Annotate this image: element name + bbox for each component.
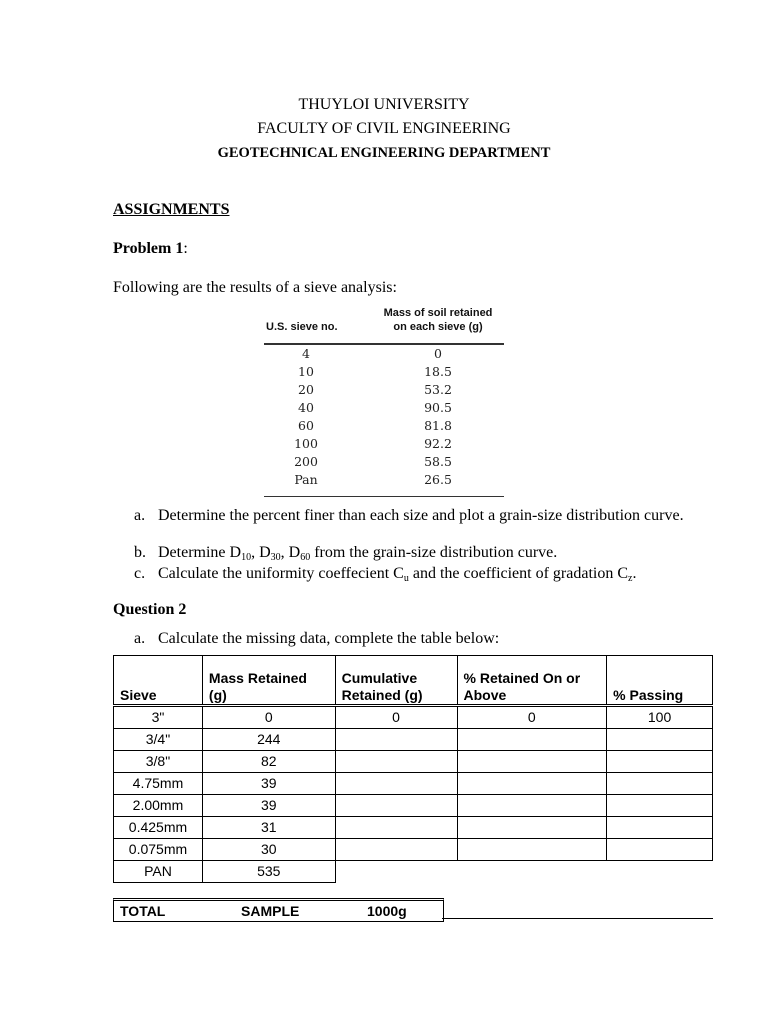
sieve-no: 200 <box>294 454 318 469</box>
cell-sieve: 0.075mm <box>114 839 203 861</box>
sieve-row <box>262 472 506 490</box>
cell-cumulative[interactable] <box>335 817 457 839</box>
cell-empty <box>335 861 457 883</box>
sieve-mass: 53.2 <box>424 382 452 397</box>
table-row <box>114 773 713 795</box>
cell-cumulative[interactable] <box>335 751 457 773</box>
cell-passing[interactable]: 100 <box>607 706 713 729</box>
col-header-cumulative: Cumulative Retained (g) <box>335 656 457 706</box>
cell-retained-pct[interactable] <box>457 795 607 817</box>
subscript: 10 <box>241 552 252 563</box>
cell-mass: 30 <box>202 839 335 861</box>
cell-passing[interactable] <box>607 773 713 795</box>
problem1-heading <box>113 240 188 258</box>
total-sample-row <box>113 898 444 922</box>
item-marker: a. <box>134 630 146 647</box>
cell-mass: 244 <box>202 729 335 751</box>
table-row <box>114 861 713 883</box>
cell-passing[interactable] <box>607 795 713 817</box>
cell-mass: 39 <box>202 773 335 795</box>
cell-mass: 535 <box>202 861 335 883</box>
sieve-row <box>262 364 506 382</box>
item-text: Determine D <box>158 544 242 561</box>
item-text: . <box>632 565 637 582</box>
item-marker: c. <box>134 565 146 582</box>
sieve-no: 60 <box>298 418 314 433</box>
cell-sieve: 0.425mm <box>114 817 203 839</box>
cell-retained-pct[interactable]: 0 <box>457 706 607 729</box>
sieve-mass: 26.5 <box>424 472 452 487</box>
table-row <box>114 706 713 729</box>
question2-table <box>113 655 713 883</box>
table-header-row <box>114 656 713 706</box>
subscript: 60 <box>300 552 311 563</box>
subscript: 30 <box>270 552 281 563</box>
col-header-passing: % Passing <box>607 656 713 706</box>
question2-item-a <box>134 629 499 649</box>
sieve-row <box>262 346 506 364</box>
subscript: u <box>403 573 409 584</box>
problem1-colon: : <box>183 240 188 257</box>
sieve-no-header: U.S. sieve no. <box>266 321 338 333</box>
item-text: and the coefficient of gradation C <box>408 565 629 582</box>
department-name: GEOTECHNICAL ENGINEERING DEPARTMENT <box>217 145 551 161</box>
problem1-item-a <box>134 506 684 546</box>
problem1-item-b <box>134 543 557 563</box>
cell-retained-pct[interactable] <box>457 839 607 861</box>
assignments-title: ASSIGNMENTS <box>113 201 230 218</box>
sample-value: 1000g <box>367 903 407 919</box>
sieve-row <box>262 400 506 418</box>
total-label: TOTAL <box>120 903 166 919</box>
col-header-sieve: Sieve <box>114 656 203 706</box>
mass-header-line1: Mass of soil retained <box>383 307 493 319</box>
item-text: from the grain-size distribution curve. <box>310 544 558 561</box>
problem1-title: Problem 1 <box>113 240 184 257</box>
table-row <box>114 729 713 751</box>
col-header-mass-retained: Mass Retained (g) <box>202 656 335 706</box>
cell-passing[interactable] <box>607 751 713 773</box>
problem1-item-c <box>134 564 636 584</box>
cell-cumulative[interactable] <box>335 729 457 751</box>
item-marker: a. <box>134 507 146 524</box>
item-marker: b. <box>134 544 146 561</box>
sieve-no: 20 <box>298 382 314 397</box>
cell-retained-pct[interactable] <box>457 751 607 773</box>
problem1-intro: Following are the results of a sieve analysis: <box>113 279 397 296</box>
cell-passing[interactable] <box>607 729 713 751</box>
item-text: , D <box>280 544 301 561</box>
cell-cumulative[interactable] <box>335 839 457 861</box>
cell-sieve: PAN <box>114 861 203 883</box>
question2-title: Question 2 <box>113 601 187 618</box>
total-underline <box>442 918 713 919</box>
sample-label: SAMPLE <box>241 903 300 919</box>
item-text: Determine the percent finer than each size and plot a grain-size distribution curve. <box>158 507 684 524</box>
sieve-row <box>262 382 506 400</box>
cell-sieve: 2.00mm <box>114 795 203 817</box>
footer-rule <box>264 496 504 497</box>
cell-mass: 39 <box>202 795 335 817</box>
cell-mass: 82 <box>202 751 335 773</box>
cell-retained-pct[interactable] <box>457 773 607 795</box>
sieve-mass: 18.5 <box>424 364 452 379</box>
cell-retained-pct[interactable] <box>457 817 607 839</box>
cell-passing[interactable] <box>607 839 713 861</box>
cell-cumulative[interactable]: 0 <box>335 706 457 729</box>
faculty-name: FACULTY OF CIVIL ENGINEERING <box>257 120 511 137</box>
sieve-mass: 58.5 <box>424 454 452 469</box>
sieve-row <box>262 418 506 436</box>
cell-mass: 0 <box>202 706 335 729</box>
sieve-no: Pan <box>294 472 318 487</box>
cell-retained-pct[interactable] <box>457 729 607 751</box>
table-row <box>114 795 713 817</box>
sieve-no: 4 <box>302 346 310 361</box>
sieve-row <box>262 454 506 472</box>
sieve-mass: 90.5 <box>424 400 452 415</box>
sieve-no: 40 <box>298 400 314 415</box>
sieve-mass: 0 <box>434 346 442 361</box>
mass-header-line2: on each sieve (g) <box>393 321 483 333</box>
header-rule <box>264 343 504 345</box>
sieve-analysis-table <box>262 300 506 500</box>
item-text: , D <box>251 544 271 561</box>
sieve-mass: 81.8 <box>424 418 452 433</box>
sieve-row <box>262 436 506 454</box>
table-row <box>114 751 713 773</box>
cell-empty <box>457 861 607 883</box>
cell-cumulative[interactable] <box>335 773 457 795</box>
sieve-mass: 92.2 <box>424 436 452 451</box>
cell-sieve: 3/8" <box>114 751 203 773</box>
cell-sieve: 4.75mm <box>114 773 203 795</box>
cell-empty <box>607 861 713 883</box>
cell-mass: 31 <box>202 817 335 839</box>
sieve-no: 100 <box>294 436 318 451</box>
table-row <box>114 839 713 861</box>
cell-passing[interactable] <box>607 817 713 839</box>
sieve-no: 10 <box>298 364 314 379</box>
cell-sieve: 3/4" <box>114 729 203 751</box>
item-text: Calculate the uniformity coeffecient C <box>158 565 404 582</box>
cell-cumulative[interactable] <box>335 795 457 817</box>
subscript: z <box>628 573 633 584</box>
university-name: THUYLOI UNIVERSITY <box>298 96 470 113</box>
item-text: Calculate the missing data, complete the table below: <box>158 630 500 647</box>
table-row <box>114 817 713 839</box>
cell-sieve: 3" <box>114 706 203 729</box>
col-header-retained-pct: % Retained On or Above <box>457 656 607 706</box>
